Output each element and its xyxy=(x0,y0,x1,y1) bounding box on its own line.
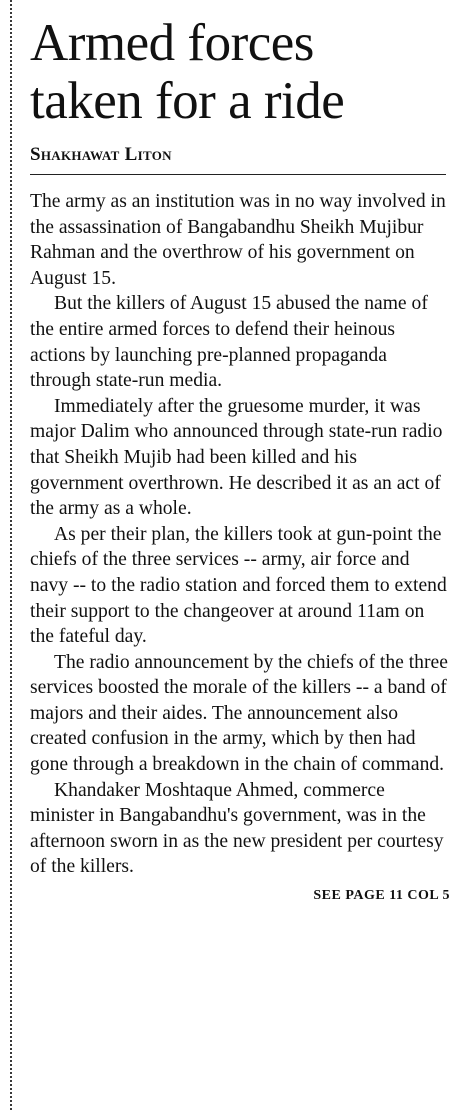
headline xyxy=(30,14,452,130)
paragraph-2: But the killers of August 15 abused the name of the entire armed forces to defend their heinous actions by launching pre-planned propaganda through state-run media. xyxy=(30,293,428,392)
paragraph-6: Khandaker Moshtaque Ahmed, commerce minister in Bangabandhu's government, was in the afternoon sworn in as the new president per courtesy of the killers. xyxy=(30,779,444,878)
paragraph-4: As per their plan, the killers took at gun-point the chiefs of the three services -- army, air force and navy -- to the radio station and forced them to extend their support to the changeover at around 11am on the fateful day. xyxy=(30,523,447,648)
paragraph-3: Immediately after the gruesome murder, it was major Dalim who announced through state-run radio that Sheikh Mujib had been killed and his government overthrown. He described it as an act of the army as a whole. xyxy=(30,395,443,520)
byline: Shakhawat Liton xyxy=(30,144,172,165)
news-article xyxy=(30,14,452,904)
continuation-jump-line: SEE PAGE 11 COL 5 xyxy=(313,888,450,904)
column-divider-dotted xyxy=(10,0,12,1110)
paragraph-1: The army as an institution was in no way involved in the assassination of Bangabandhu Sheikh Mujibur Rahman and the overthrow of his government on August 15. xyxy=(30,191,446,289)
headline-line-1: Armed forces xyxy=(30,14,314,72)
headline-line-2: taken for a ride xyxy=(30,72,345,130)
paragraph-5: The radio announcement by the chiefs of the three services boosted the morale of the killers -- a band of majors and their aides. The announcement also created confusion in the army, which by then had gone through a breakdown in the chain of command. xyxy=(30,651,448,776)
byline-section xyxy=(30,144,446,175)
article-body xyxy=(30,189,448,880)
